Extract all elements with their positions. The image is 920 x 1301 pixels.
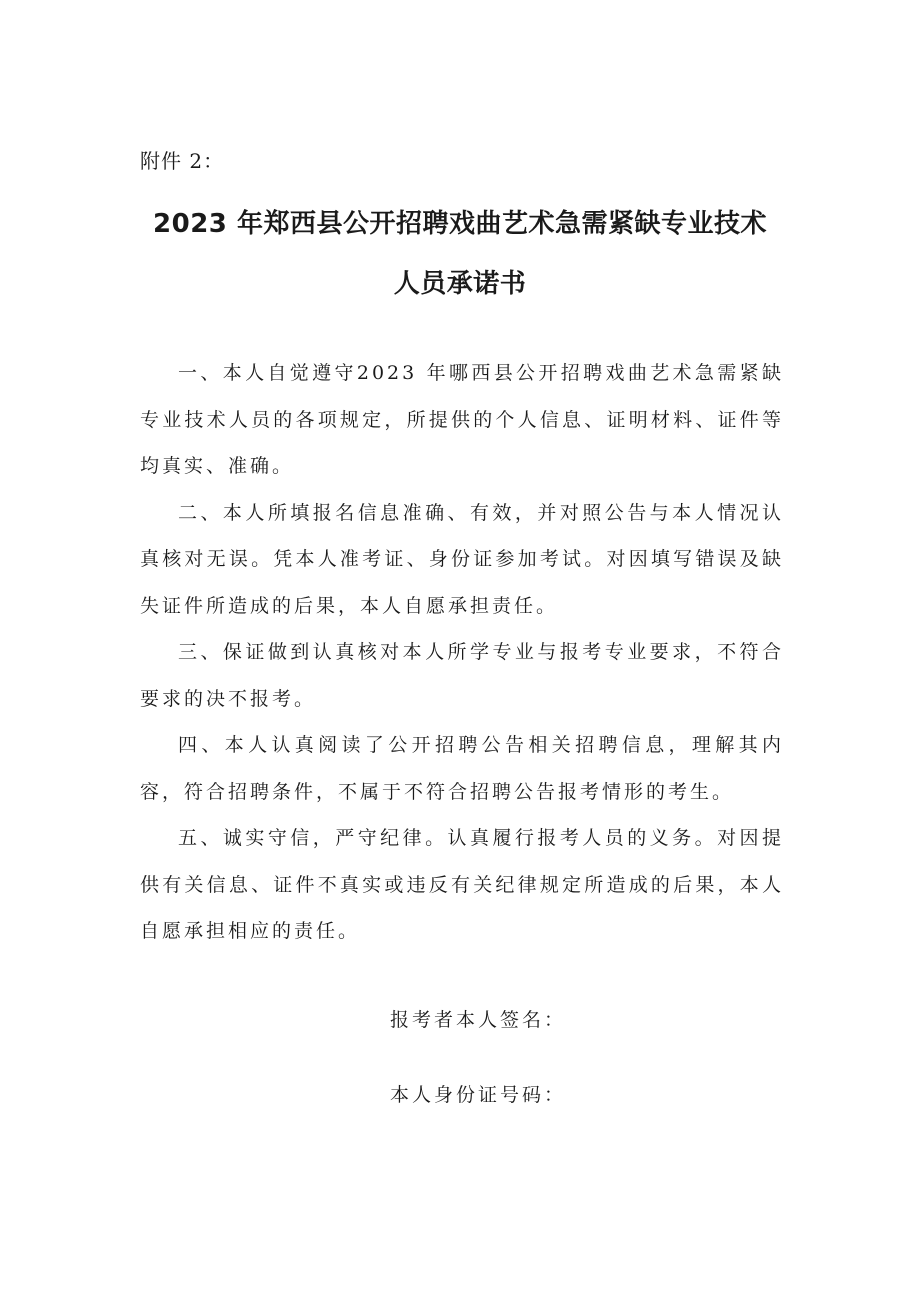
- pledge-body: [140, 350, 784, 955]
- document-title-line-2: 人员承诺书: [393, 269, 527, 299]
- pledge-item-2: 二、本人所填报名信息准确、有效，并对照公告与本人情况认真核对无误。凭本人准考证、身份证参加考试。对因填写错误及缺失证件所造成的后果，本人自愿承担责任。: [140, 501, 784, 617]
- pledge-item-4: 四、本人认真阅读了公开招聘公告相关招聘信息，理解其内容，符合招聘条件，不属于不符合招聘公告报考情形的考生。: [140, 734, 784, 803]
- pledge-item-3: 三、保证做到认真核对本人所学专业与报考专业要求，不符合要求的决不报考。: [140, 641, 784, 710]
- attachment-label: 附件 2：: [140, 149, 225, 173]
- id-number-label: 本人身份证号码：: [390, 1084, 567, 1106]
- pledge-item-5: 五、诚实守信，严守纪律。认真履行报考人员的义务。对因提供有关信息、证件不真实或违反有关纪律规定所造成的后果，本人自愿承担相应的责任。: [140, 827, 784, 942]
- document-title-line-1: 2023 年郑西县公开招聘戏曲艺术急需紧缺专业技术: [153, 209, 767, 239]
- pledge-item-1: 一、本人自觉遵守2023 年哪西县公开招聘戏曲艺术急需紧缺专业技术人员的各项规定，所提供的个人信息、证明材料、证件等均真实、准确。: [140, 362, 784, 477]
- signature-label: 报考者本人签名：: [390, 1009, 567, 1031]
